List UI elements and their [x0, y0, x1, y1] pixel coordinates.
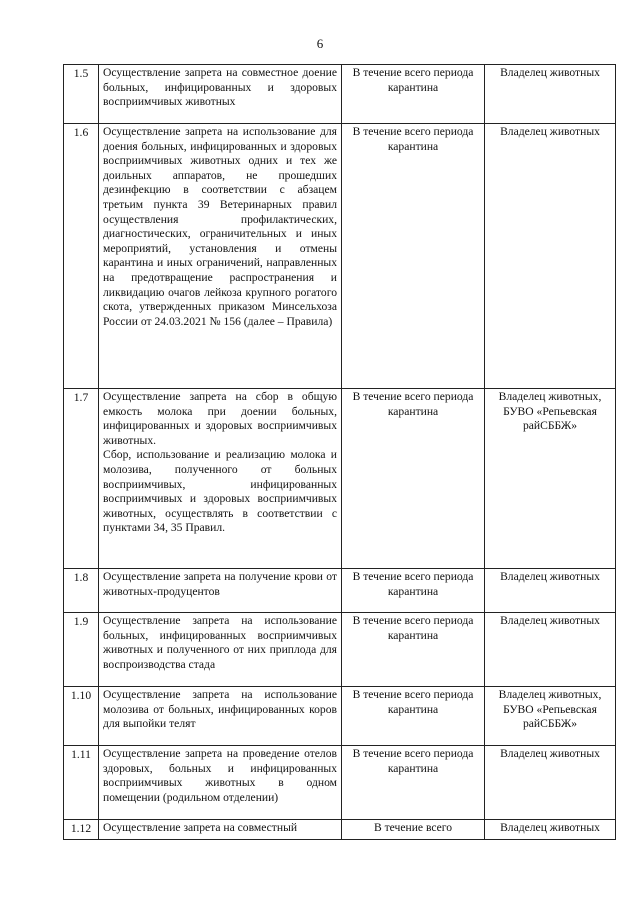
table-row — [64, 820, 616, 840]
period-text: В течение всего периода карантина — [342, 124, 485, 389]
table-row — [64, 65, 616, 124]
measure-text: Осуществление запрета на использование больных, инфицированных восприимчивых животных и полученного от них приплода для воспроизводства стада — [99, 613, 342, 687]
table-row — [64, 389, 616, 569]
period-text: В течение всего периода карантина — [342, 613, 485, 687]
measure-text: Осуществление запрета на совместное доение больных, инфицированных и здоровых восприимчивых животных — [99, 65, 342, 124]
measure-text: Осуществление запрета на сбор в общую емкость молока при доении больных, инфицированных и здоровых восприимчивых животных. Сбор, использование и реализацию молока и молозива, полученного от больных восприимчивых, инфицированных восприимчивых и здоровых восприимчивых животных, осуществлять в соответствии с пунктами 34, 35 Правил. — [99, 389, 342, 569]
responsible-text: Владелец животных, БУВО «Репьевская райСББЖ» — [485, 389, 616, 569]
period-text: В течение всего — [342, 820, 485, 840]
row-number: 1.8 — [64, 569, 99, 613]
period-text: В течение всего периода карантина — [342, 569, 485, 613]
table-row — [64, 687, 616, 746]
row-number: 1.6 — [64, 124, 99, 389]
row-number: 1.5 — [64, 65, 99, 124]
measure-text: Осуществление запрета на использование для доения больных, инфицированных и здоровых восприимчивых животных одних и тех же доильных аппаратов, не прошедших дезинфекцию в соответствии с абзацем третьим пункта 39 Ветеринарных правил осуществления профилактических, диагностических, ограничительных и иных мероприятий, установления и отмены карантина и иных ограничений, направленных на предотвращение распространения и ликвидацию очагов лейкоза крупного рогатого скота, утвержденных приказом Минсельхоза России от 24.03.2021 № 156 (далее – Правила) — [99, 124, 342, 389]
period-text: В течение всего периода карантина — [342, 687, 485, 746]
responsible-text: Владелец животных — [485, 65, 616, 124]
measure-text: Осуществление запрета на использование молозива от больных, инфицированных коров для выпойки телят — [99, 687, 342, 746]
row-number: 1.9 — [64, 613, 99, 687]
measures-table — [63, 64, 616, 840]
table-row — [64, 613, 616, 687]
row-number: 1.7 — [64, 389, 99, 569]
page-number: 6 — [316, 36, 324, 51]
period-text: В течение всего периода карантина — [342, 65, 485, 124]
responsible-text: Владелец животных — [485, 820, 616, 840]
responsible-text: Владелец животных — [485, 569, 616, 613]
row-number: 1.11 — [64, 746, 99, 820]
table-row — [64, 124, 616, 389]
responsible-text: Владелец животных — [485, 124, 616, 389]
period-text: В течение всего периода карантина — [342, 746, 485, 820]
measure-text: Осуществление запрета на совместный — [99, 820, 342, 840]
row-number: 1.12 — [64, 820, 99, 840]
measure-text: Осуществление запрета на получение крови от животных-продуцентов — [99, 569, 342, 613]
responsible-text: Владелец животных — [485, 613, 616, 687]
responsible-text: Владелец животных — [485, 746, 616, 820]
period-text: В течение всего периода карантина — [342, 389, 485, 569]
table-row — [64, 746, 616, 820]
table-row — [64, 569, 616, 613]
measure-text: Осуществление запрета на проведение отелов здоровых, больных и инфицированных восприимчивых животных в одном помещении (родильном отделении) — [99, 746, 342, 820]
responsible-text: Владелец животных, БУВО «Репьевская райСББЖ» — [485, 687, 616, 746]
row-number: 1.10 — [64, 687, 99, 746]
